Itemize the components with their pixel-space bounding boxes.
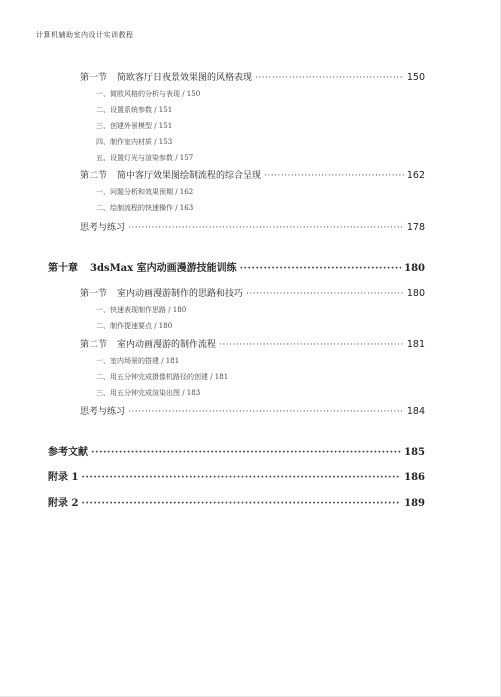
page-number: 180 <box>404 263 425 274</box>
dot-leader <box>246 289 404 299</box>
page-number: 181 <box>406 339 425 350</box>
dot-leader <box>91 447 401 458</box>
dot-leader <box>219 340 404 350</box>
section-title: 简中客厅效果图绘制流程的综合呈现 <box>117 171 262 181</box>
toc-entry-appendix[interactable] <box>48 468 425 483</box>
toc-entry-section[interactable] <box>80 286 425 299</box>
appendix-title: 附录 1 <box>48 472 79 483</box>
references-title: 参考文献 <box>48 447 88 458</box>
toc-entry-exercises[interactable] <box>80 404 425 417</box>
dot-leader <box>264 171 404 181</box>
chapter-title: 3dsMax 室内动画漫游技能训练 <box>90 263 237 274</box>
section-number: 第一节 <box>80 289 108 299</box>
toc-subitem[interactable]: 一、问题分析和效果预期 / 162 <box>96 188 194 196</box>
toc-entry-references[interactable] <box>48 443 425 458</box>
running-header: 计算机辅助室内设计实训教程 <box>36 31 134 39</box>
toc-entry-chapter[interactable] <box>48 259 425 274</box>
toc-subitem[interactable]: 二、设置系统参数 / 151 <box>96 106 173 114</box>
dot-leader <box>81 472 401 483</box>
toc-subitem[interactable]: 二、制作提速要点 / 180 <box>96 322 173 330</box>
page-number: 186 <box>404 472 425 483</box>
dot-leader <box>128 407 404 417</box>
toc-entry-section[interactable] <box>80 70 425 83</box>
section-number: 第二节 <box>80 171 108 181</box>
dot-leader <box>128 223 404 233</box>
dot-leader <box>255 73 404 83</box>
section-title: 简欧客厅日夜景效果图的风格表现 <box>117 73 253 83</box>
toc-subitem[interactable]: 二、绘制流程的快速操作 / 163 <box>96 204 194 212</box>
page-number: 185 <box>404 447 425 458</box>
section-title: 室内动画漫游的制作流程 <box>117 340 217 350</box>
toc-subitem[interactable]: 五、设置灯光与渲染参数 / 157 <box>96 154 194 162</box>
page-number: 184 <box>406 406 425 417</box>
dot-leader <box>240 263 402 274</box>
section-number: 第一节 <box>80 73 108 83</box>
page-number: 180 <box>406 288 425 299</box>
toc-subitem[interactable]: 四、制作室内材质 / 153 <box>96 138 173 146</box>
toc-entry-exercises[interactable] <box>80 220 425 233</box>
exercises-title: 思考与练习 <box>80 407 126 417</box>
chapter-number: 第十章 <box>48 263 78 274</box>
exercises-title: 思考与练习 <box>80 223 126 233</box>
toc-subitem[interactable]: 一、室内场景的搭建 / 181 <box>96 357 180 365</box>
toc-subitem[interactable]: 三、创建外景模型 / 151 <box>96 122 173 130</box>
page-number: 189 <box>404 498 425 509</box>
toc-entry-appendix[interactable] <box>48 494 425 509</box>
page-number: 162 <box>406 170 425 181</box>
section-title: 室内动画漫游制作的思路和技巧 <box>117 289 244 299</box>
toc-entry-section[interactable] <box>80 337 425 350</box>
page-number: 150 <box>406 72 425 83</box>
toc-entry-section[interactable] <box>80 168 425 181</box>
toc-subitem[interactable]: 三、用五分钟完成渲染出图 / 183 <box>96 389 201 397</box>
appendix-title: 附录 2 <box>48 498 79 509</box>
page-number: 178 <box>406 222 425 233</box>
toc-subitem[interactable]: 一、快速表现制作思路 / 180 <box>96 306 187 314</box>
dot-leader <box>81 498 401 509</box>
toc-subitem[interactable]: 一、简欧风格的分析与表现 / 150 <box>96 90 201 98</box>
section-number: 第二节 <box>80 340 108 350</box>
toc-subitem[interactable]: 二、用五分钟完成摄像机路径的创建 / 181 <box>96 373 229 381</box>
